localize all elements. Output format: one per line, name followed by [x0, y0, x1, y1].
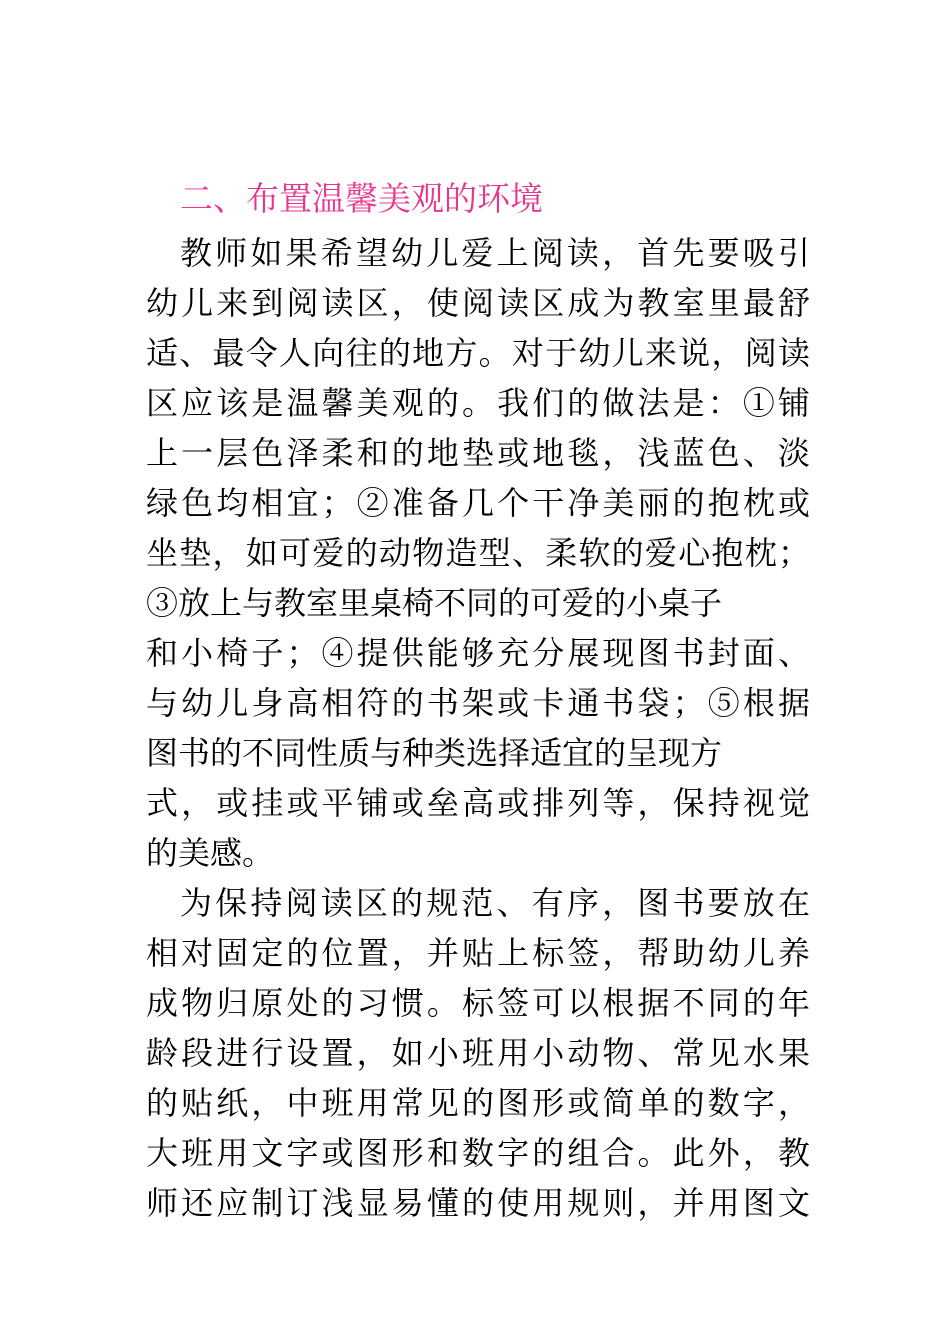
- document-body: [146, 172, 810, 1228]
- text-line: 相对固定的位置，并贴上标签，帮助幼儿养: [146, 934, 810, 972]
- text-line: 绿色均相宜；②准备几个干净美丽的抱枕或: [146, 484, 810, 522]
- text-line: 的美感。: [146, 834, 275, 872]
- text-line: 师还应制订浅显易懂的使用规则，并用图文: [146, 1184, 810, 1222]
- text-line: 式，或挂或平铺或垒高或排列等，保持视觉: [146, 784, 810, 822]
- section-heading: 二、布置温馨美观的环境: [180, 179, 543, 218]
- text-line: 成物归原处的习惯。标签可以根据不同的年: [146, 984, 810, 1022]
- text-line: 图书的不同性质与种类选择适宜的呈现方: [146, 734, 723, 772]
- paragraph-reading-area-environment: [146, 228, 810, 878]
- text-line: 大班用文字或图形和数字的组合。此外，教: [146, 1134, 810, 1172]
- text-line: 和小椅子；④提供能够充分展现图书封面、: [146, 634, 810, 672]
- text-line: 适、最令人向往的地方。对于幼儿来说，阅读: [146, 334, 810, 372]
- text-line: 与幼儿身高相符的书架或卡通书袋；⑤根据: [146, 684, 810, 722]
- text-line: 区应该是温馨美观的。我们的做法是：①铺: [146, 384, 810, 422]
- text-line: 龄段进行设置，如小班用小动物、常见水果: [146, 1034, 810, 1072]
- text-line: 幼儿来到阅读区，使阅读区成为教室里最舒: [146, 284, 810, 322]
- text-line: 坐垫，如可爱的动物造型、柔软的爱心抱枕；: [146, 534, 810, 572]
- text-line: ③放上与教室里桌椅不同的可爱的小桌子: [146, 584, 723, 622]
- paragraph-labels-and-rules: [146, 878, 810, 1228]
- text-line: 为保持阅读区的规范、有序，图书要放在: [180, 884, 810, 922]
- text-line: 教师如果希望幼儿爱上阅读，首先要吸引: [180, 234, 810, 272]
- text-line: 的贴纸，中班用常见的图形或简单的数字，: [146, 1084, 810, 1122]
- text-line: 上一层色泽柔和的地垫或地毯，浅蓝色、淡: [146, 434, 810, 472]
